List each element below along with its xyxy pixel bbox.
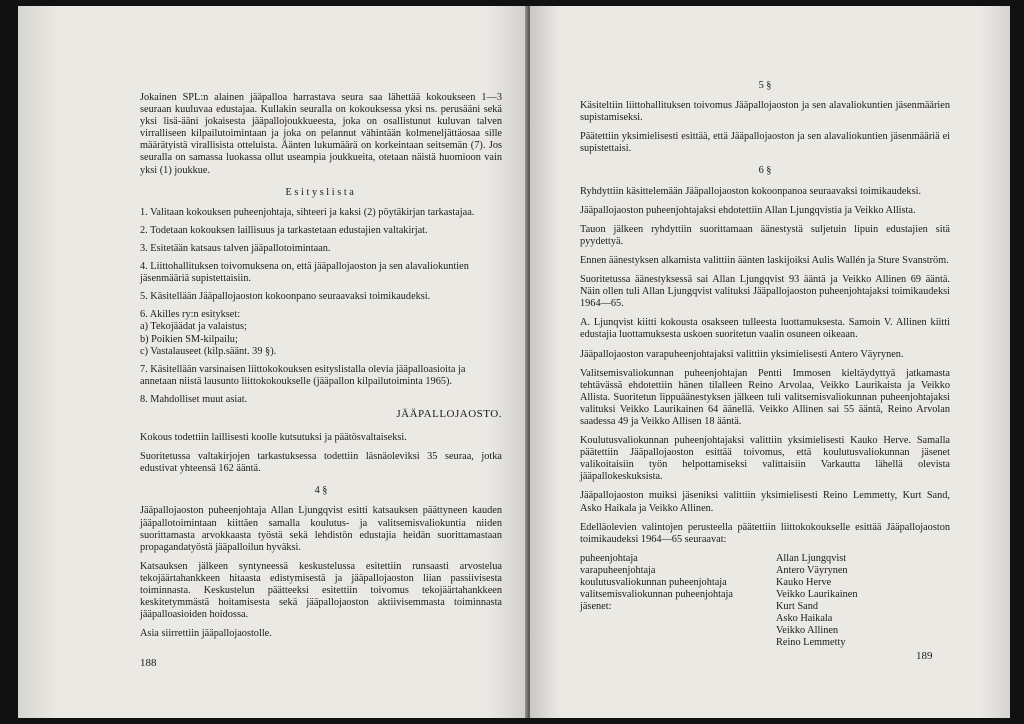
- section-heading: 4 §: [314, 485, 328, 497]
- signature: JÄÄPALLOJAOSTO.: [396, 407, 502, 420]
- page-number: 188: [140, 657, 157, 669]
- paragraph: Jääpallojaoston muiksi jäseniksi valittiin yksimielisesti Reino Lemmetty, Kurt Sand, Asko Haikala ja Veikko Allinen.: [580, 490, 950, 514]
- agenda-subitem: b) Poikien SM-kilpailu;: [140, 333, 238, 345]
- officer-role: valitsemisvaliokunnan puheenjohtaja: [580, 589, 733, 601]
- officer-name: Veikko Laurikainen: [776, 589, 858, 601]
- paragraph: Valitsemisvaliokunnan puheenjohtajan Pentti Immosen kieltäydyttyä jatkamasta tehtävässä ehdotettiin hänen tilalleen Reino Arvolaa, Veikko Laurikaista ja Veikko Allista. Suoritetun lippuäänestyksen jälkeen tuli valitsemisvaliokunnan puheenjohtajaksi valituksi Veikko Laurikainen 64 äänellä. Veikko Allinen sai 55 ääntä, Reino Arvolan saadessa 49 ja Veikko Allisen 18 ääntä.: [580, 367, 950, 427]
- book-spread: [18, 6, 1010, 718]
- paragraph: Ryhdyttiin käsittelemään Jääpallojaoston kokoonpanoa seuraavaksi toimikaudeksi.: [580, 185, 922, 197]
- paragraph: Asia siirrettiin jääpallojaostolle.: [140, 628, 272, 640]
- agenda-item: 8. Mahdolliset muut asiat.: [140, 393, 248, 405]
- agenda-title: Esityslista: [285, 186, 357, 198]
- agenda-subitem: a) Tekojäädat ja valaistus;: [140, 321, 247, 333]
- officer-row: [580, 553, 858, 565]
- officer-role: [580, 637, 776, 649]
- agenda-list: [140, 207, 502, 406]
- paragraph: Päätettiin yksimielisesti esittää, että Jääpallojaoston ja sen alavaliokuntien jäsenmääriä ei supistettaisi.: [580, 131, 950, 155]
- officers-table: [580, 553, 858, 650]
- right-page-text: [580, 80, 950, 650]
- paragraph: Jääpallojaoston puheenjohtajaksi ehdotettiin Allan Ljungqvistia ja Veikko Allista.: [580, 204, 916, 216]
- agenda-item: 5. Käsitellään Jääpallojaoston kokoonpano seuraavaksi toimikaudeksi.: [140, 291, 431, 303]
- officer-row: [580, 601, 858, 613]
- agenda-item: 2. Todetaan kokouksen laillisuus ja tarkastetaan edustajien valtakirjat.: [140, 224, 428, 236]
- officer-role: jäsenet:: [580, 601, 612, 613]
- agenda-item: 1. Valitaan kokouksen puheenjohtaja, sihteeri ja kaksi (2) pöytäkirjan tarkastajaa.: [140, 206, 475, 218]
- officer-role: varapuheenjohtaja: [580, 564, 656, 576]
- agenda-item: 4. Liittohallituksen toivomuksena on, että jääpallojaoston ja sen alavaliokuntien jäsenmääriä supistettaisiin.: [140, 261, 469, 285]
- officer-role: [580, 625, 776, 637]
- paragraph: Jääpallojaoston puheenjohtaja Allan Ljungqvist esitti katsauksen päättyneen kauden jääpallotoimintaan kiittäen samalla koulutus- ja valitsemisvaliokuntia niiden suorittamasta arvokkaasta työstä sekä lehdistön edustajia heidän suorittamastaan propagandatyöstä jääpalloilun hyväksi.: [140, 505, 502, 553]
- agenda-subitem: c) Vastalauseet (kilp.säänt. 39 §).: [140, 345, 277, 357]
- intro-paragraph: Jokainen SPL:n alainen jääpalloa harrastava seura saa lähettää kokoukseen 1—3 seuraan kuuluvaa edustajaa. Kullakin seuralla on kokouksessa yksi ns. perusääni sekä yksi lisä-ääni jokaisesta jääpallojoukkueesta, joka on osallistunut kuluvan talven virralliseen kilpailutoimintaan ja joka on pelannut vähintään kolmeneljättäosaa sille määrätyistä virallisista otteluista. Äänten lukumäärä on korkeintaan seitsemän (7). Jos seuralla on samassa luokassa ollut useampia joukkueita, otetaan näistä huomioon vain yksi (1) joukkue.: [140, 92, 502, 176]
- section-heading: 6 §: [758, 165, 772, 177]
- agenda-item: 7. Käsitellään varsinaisen liittokokouksen esityslistalla olevia jääpalloasioita ja annetaan niistä lausunto liittokokoukselle (jääpallon kilpailutoiminta 1965).: [140, 363, 466, 387]
- paragraph: Jääpallojaoston varapuheenjohtajaksi valittiin yksimielisesti Antero Väyrynen.: [580, 348, 904, 360]
- paragraph: Tauon jälkeen ryhdyttiin suorittamaan äänestystä suljetuin lipuin edustajien sitä pyydettyä.: [580, 223, 950, 247]
- paragraph: Ennen äänestyksen alkamista valittiin äänten laskijoiksi Aulis Wallén ja Sture Svanström.: [580, 254, 949, 266]
- section-heading: 5 §: [758, 80, 772, 91]
- paragraph: Suoritetussa äänestyksessä sai Allan Ljungqvist 93 ääntä ja Veikko Allinen 69 ääntä. Näin ollen tuli Allan Ljungqvist valituksi Jääpallojaoston puheenjohtajaksi toimikaudeksi 1964—65.: [580, 274, 950, 310]
- officer-role: puheenjohtaja: [580, 552, 638, 564]
- paragraph: Edelläolevien valintojen perusteella päätettiin liittokokoukselle esittää Jääpallojaoston toimikaudeksi 1964—65 seuraavat:: [580, 521, 950, 545]
- agenda-item-6: [140, 309, 502, 357]
- officer-name: Antero Väyrynen: [776, 564, 848, 576]
- officer-name: Kauko Herve: [776, 577, 832, 588]
- officer-row: [580, 589, 858, 601]
- officer-role: [580, 613, 776, 625]
- officer-row: [580, 625, 858, 637]
- paragraph: Käsiteltiin liittohallituksen toivomus Jääpallojaoston ja sen alavaliokuntien jäsenmäärien supistamiseksi.: [580, 100, 950, 124]
- paragraph: Katsauksen jälkeen syntyneessä keskustelussa esitettiin runsaasti arvostelua tekojäärtahankkeen hitaasta edistymisestä ja jääpallojaoston liian passiivisesta toiminnasta. Keskustelun päätteeksi esitettiin toivomus tekojäärtahankkeen keskitetymmästä hoitamisesta sekä jääpallojaoston aktiivisemmasta toiminnasta jääpalloasioiden hoidossa.: [140, 560, 502, 621]
- officer-name: Reino Lemmetty: [776, 637, 846, 649]
- officer-row: [580, 613, 858, 625]
- left-page-text: [140, 92, 502, 647]
- officer-row: [580, 565, 858, 577]
- agenda-item-6-heading: 6. Akilles ry:n esitykset:: [140, 309, 241, 321]
- officer-name: Veikko Allinen: [776, 625, 839, 637]
- agenda-item: 3. Esitetään katsaus talven jääpallotoimintaan.: [140, 242, 331, 254]
- officer-row: [580, 577, 858, 589]
- paragraph: Kokous todettiin laillisesti koolle kutsutuksi ja päätösvaltaiseksi.: [140, 432, 407, 444]
- officer-row: [580, 637, 858, 649]
- officer-name: Allan Ljungqvist: [776, 552, 847, 564]
- officer-role: koulutusvaliokunnan puheenjohtaja: [580, 577, 727, 588]
- officer-name: Asko Haikala: [776, 613, 833, 625]
- left-page: [18, 6, 528, 718]
- officer-name: Kurt Sand: [776, 601, 819, 613]
- paragraph: Suoritetussa valtakirjojen tarkastuksessa todettiin läsnäoleviksi 35 seuraa, jotka edustivat yhteensä 162 ääntä.: [140, 451, 502, 475]
- right-page: [530, 6, 1010, 718]
- page-number: 189: [916, 650, 933, 662]
- paragraph: Koulutusvaliokunnan puheenjohtajaksi valittiin yksimielisesti Kauko Herve. Samalla päätettiin Jääpallojaoston esittää toivomus, että koulutusvaliokunnan jäsenet valikoitaisiin työn helpottamiseksi valittaisiin Varkautta lähellä olevista jääpallokeskuksista.: [580, 435, 950, 483]
- paragraph: A. Ljunqvist kiitti kokousta osakseen tulleesta luottamuksesta. Samoin V. Allinen kiitti edustajia luottamuksesta uskoen suoritetun vaalin osuneen oikeaan.: [580, 317, 950, 341]
